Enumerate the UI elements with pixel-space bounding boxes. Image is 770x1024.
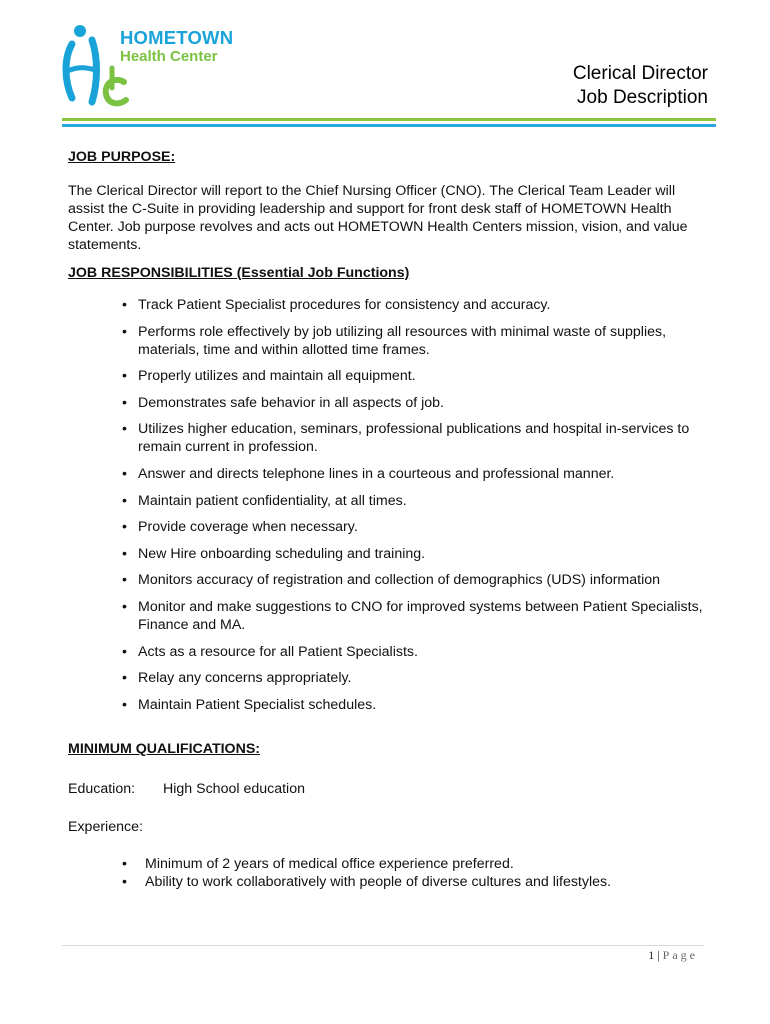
responsibility-text: Maintain patient confidentiality, at all times. [138,492,407,509]
title-line-2: Job Description [577,87,708,108]
responsibility-item [68,598,708,634]
bullet-icon: • [122,598,127,615]
page-separator: | [657,948,660,962]
responsibility-item [68,669,708,687]
responsibility-item [68,518,708,536]
job-purpose-heading: JOB PURPOSE: [68,149,176,165]
bullet-icon: • [122,643,127,660]
responsibility-text: New Hire onboarding scheduling and training. [138,545,426,562]
footer-divider [62,945,704,946]
logo-health-center-text: Health Center [120,48,218,65]
responsibility-text: Demonstrates safe behavior in all aspects of job. [138,394,444,411]
education-row [68,780,708,798]
responsibility-text: Provide coverage when necessary. [138,519,358,536]
responsibility-item [68,296,708,314]
bullet-icon: • [122,421,127,438]
header-divider-blue [62,124,716,127]
experience-text: Minimum of 2 years of medical office experience preferred. [145,855,514,872]
bullet-icon: • [122,519,127,536]
responsibility-item [68,492,708,510]
responsibility-text: Acts as a resource for all Patient Specialists. [138,643,418,660]
responsibilities-heading: JOB RESPONSIBILITIES (Essential Job Functions) [68,265,410,281]
document-body [68,148,708,891]
experience-item [68,855,708,873]
responsibility-text: Monitor and make suggestions to CNO for improved systems between Patient Specialists, Finance and MA. [138,598,703,633]
responsibility-item [68,367,708,385]
responsibility-text: Utilizes higher education, seminars, professional publications and hospital in-services to remain current in profession. [138,421,690,456]
responsibility-text: Relay any concerns appropriately. [138,670,352,687]
responsibility-item [68,696,708,714]
responsibility-text: Performs role effectively by job utilizing all resources with minimal waste of supplies, materials, time and within allotted time frames. [138,323,667,358]
logo-hometown-text: HOMETOWN [120,27,234,48]
bullet-icon: • [122,855,127,872]
page-number [648,948,698,963]
responsibility-text: Monitors accuracy of registration and collection of demographics (UDS) information [138,572,661,589]
responsibility-item [68,323,708,359]
responsibility-item [68,420,708,456]
bullet-icon: • [122,545,127,562]
responsibility-text: Track Patient Specialist procedures for consistency and accuracy. [138,297,551,313]
bullet-icon: • [122,368,127,385]
responsibility-item [68,465,708,483]
experience-item [68,873,708,891]
responsibility-text: Properly utilizes and maintain all equipment. [138,368,416,385]
responsibility-text: Maintain Patient Specialist schedules. [138,696,377,713]
responsibilities-list [68,296,708,714]
responsibility-text: Answer and directs telephone lines in a courteous and professional manner. [138,465,615,482]
page-number-value: 1 [648,948,655,962]
education-value: High School education [163,780,305,797]
title-line-1: Clerical Director [572,63,708,84]
experience-text: Ability to work collaboratively with people of diverse cultures and lifestyles. [145,873,612,890]
qualifications-heading: MINIMUM QUALIFICATIONS: [68,740,261,757]
responsibility-item [68,545,708,563]
education-label: Education: [68,780,136,797]
hometown-logo [58,18,258,110]
bullet-icon: • [122,465,127,482]
job-purpose-text: The Clerical Director will report to the Chief Nursing Officer (CNO). The Clerical Team Leader will assist the C-Suite in providing leadership and support for front desk staff of HOMETOWN Health Center. Job purpose revolves and acts out HOMETOWN Health Centers mission, vision, and value statements. [68,183,688,253]
bullet-icon: • [122,696,127,713]
header-divider-green [62,118,716,121]
page-word: Page [662,948,698,962]
responsibility-item [68,643,708,661]
experience-label: Experience: [68,818,143,835]
experience-list [68,855,708,891]
bullet-icon: • [122,297,127,313]
document-title [573,62,708,110]
bullet-icon: • [122,670,127,687]
bullet-icon: • [122,873,127,890]
bullet-icon: • [122,323,127,340]
bullet-icon: • [122,572,127,589]
bullet-icon: • [122,492,127,509]
bullet-icon: • [122,394,127,411]
responsibility-item [68,571,708,589]
responsibility-item [68,394,708,412]
